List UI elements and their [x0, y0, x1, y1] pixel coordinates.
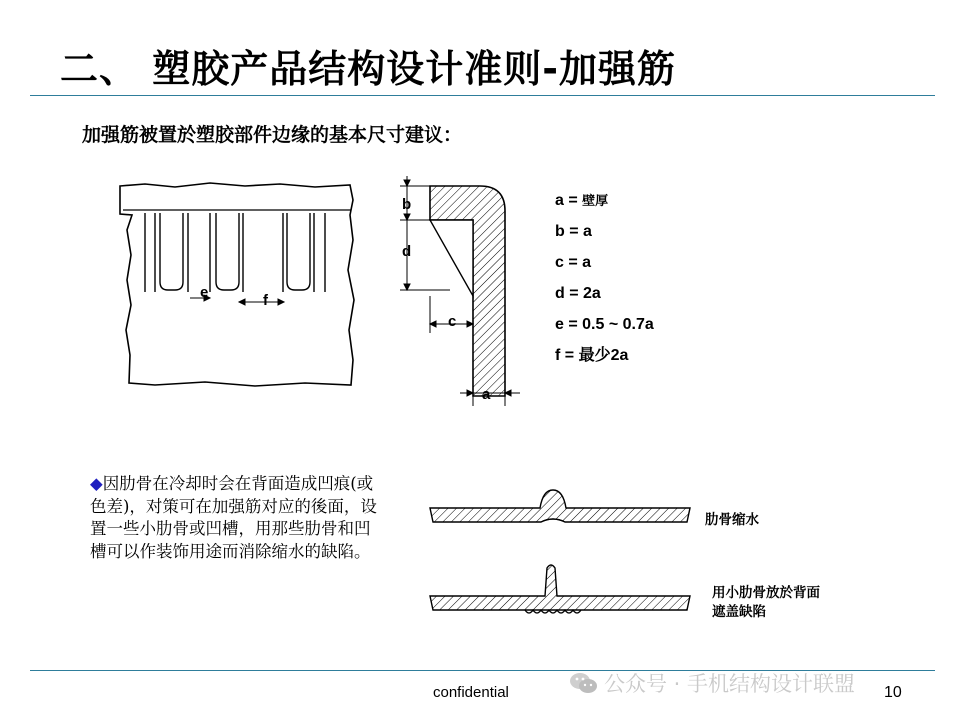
watermark-text: 公众号 · 手机结构设计联盟 — [604, 672, 856, 696]
page-number: 10 — [884, 684, 902, 701]
sink-mark-note — [90, 473, 385, 563]
watermark — [568, 668, 855, 698]
note-text: 因肋骨在冷却时会在背面造成凹痕(或色差)，对策可在加强筋对应的後面，设置一些小肋骨或凹槽，用那些肋骨和凹槽可以作装饰用途而消除缩水的缺陷。 — [90, 474, 377, 561]
dimension-row: b = a — [555, 223, 592, 240]
footer-confidential: confidential — [433, 684, 509, 701]
dimension-row: f = 最少2a — [555, 347, 629, 364]
page-title: 二、 塑胶产品结构设计准则-加强筋 — [60, 47, 677, 91]
dimension-row: e = 0.5 ~ 0.7a — [555, 316, 654, 333]
label-d: d — [402, 243, 412, 260]
cover-label-2: 遮盖缺陷 — [712, 604, 766, 620]
dimension-row: c = a — [555, 254, 592, 271]
dimension-row: a = 壁厚 — [555, 192, 609, 209]
rib-section-figure — [395, 168, 530, 408]
cover-label-1: 用小肋骨放於背面 — [712, 585, 820, 601]
wechat-icon — [568, 671, 598, 695]
label-e: e — [200, 284, 209, 301]
dimension-row: d = 2a — [555, 285, 601, 302]
label-b: b — [402, 196, 412, 213]
title-divider — [30, 95, 935, 96]
label-c: c — [448, 313, 457, 330]
label-a: a — [482, 386, 491, 403]
label-f: f — [263, 292, 268, 309]
subtitle: 加强筋被置於塑胶部件边缘的基本尺寸建议： — [82, 124, 463, 146]
shrink-label: 肋骨缩水 — [705, 512, 759, 528]
sink-mark-diagrams — [425, 480, 695, 620]
dimension-list — [555, 190, 654, 376]
bullet-icon: ◆ — [90, 474, 103, 493]
rib-layout-figure — [115, 180, 365, 390]
